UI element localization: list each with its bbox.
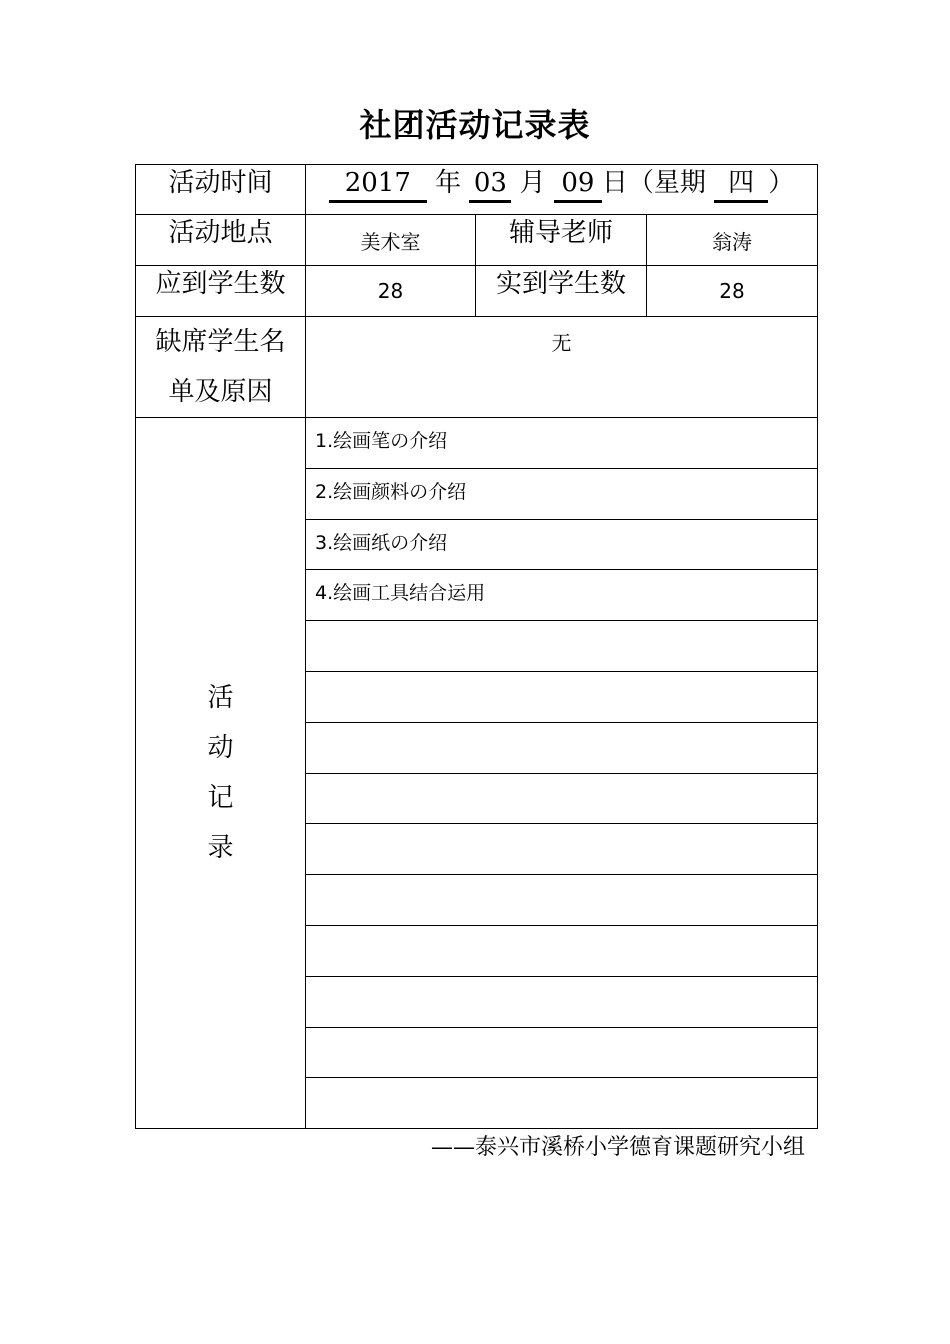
page-title: 社团活动记录表 [359, 106, 591, 144]
weekday-value: 四 [714, 166, 768, 203]
record-item [306, 824, 818, 875]
year-unit: 年 [435, 168, 462, 198]
year-value: 2017 [329, 166, 427, 203]
record-label [136, 418, 306, 1129]
teacher-value: 翁涛 [647, 215, 818, 266]
month-unit: 月 [519, 168, 546, 198]
absent-label-line1: 缺席学生名 [155, 327, 286, 357]
row-time [136, 165, 818, 215]
location-label: 活动地点 [136, 215, 306, 266]
record-row [136, 418, 818, 469]
record-label-char: 记 [207, 783, 234, 813]
teacher-label: 辅导老师 [476, 215, 647, 266]
record-form-table [135, 164, 818, 1129]
record-item: 4.绘画工具结合运用 [306, 570, 818, 621]
month-value: 03 [469, 166, 511, 203]
record-item [306, 723, 818, 774]
row-count [136, 266, 818, 317]
row-absent [136, 317, 818, 418]
actual-label: 实到学生数 [476, 266, 647, 317]
absent-label-line2: 单及原因 [168, 377, 273, 407]
record-label-char: 活 [207, 683, 234, 713]
close-paren: ） [768, 168, 795, 198]
location-value: 美术室 [306, 215, 476, 266]
record-item [306, 621, 818, 672]
record-item [306, 774, 818, 824]
record-item [306, 926, 818, 977]
time-label: 活动时间 [136, 165, 306, 215]
absent-value: 无 [306, 317, 818, 418]
record-item [306, 1078, 818, 1129]
record-item [306, 875, 818, 926]
date-field [306, 165, 818, 215]
record-item: 1.绘画笔の介绍 [306, 418, 818, 469]
footer-organization: ——泰兴市溪桥小学德育课题研究小组 [430, 1135, 805, 1160]
record-label-char: 录 [207, 833, 234, 863]
record-item [306, 977, 818, 1028]
expected-label: 应到学生数 [136, 266, 306, 317]
day-value: 09 [554, 166, 602, 203]
actual-value: 28 [647, 266, 818, 317]
day-unit: 日（星期 [601, 168, 706, 198]
row-location [136, 215, 818, 266]
absent-label [136, 317, 306, 418]
record-item [306, 672, 818, 723]
record-label-char: 动 [207, 733, 234, 763]
record-item: 3.绘画纸の介绍 [306, 520, 818, 570]
expected-value: 28 [306, 266, 476, 317]
record-item: 2.绘画颜料の介绍 [306, 469, 818, 520]
record-item [306, 1028, 818, 1078]
